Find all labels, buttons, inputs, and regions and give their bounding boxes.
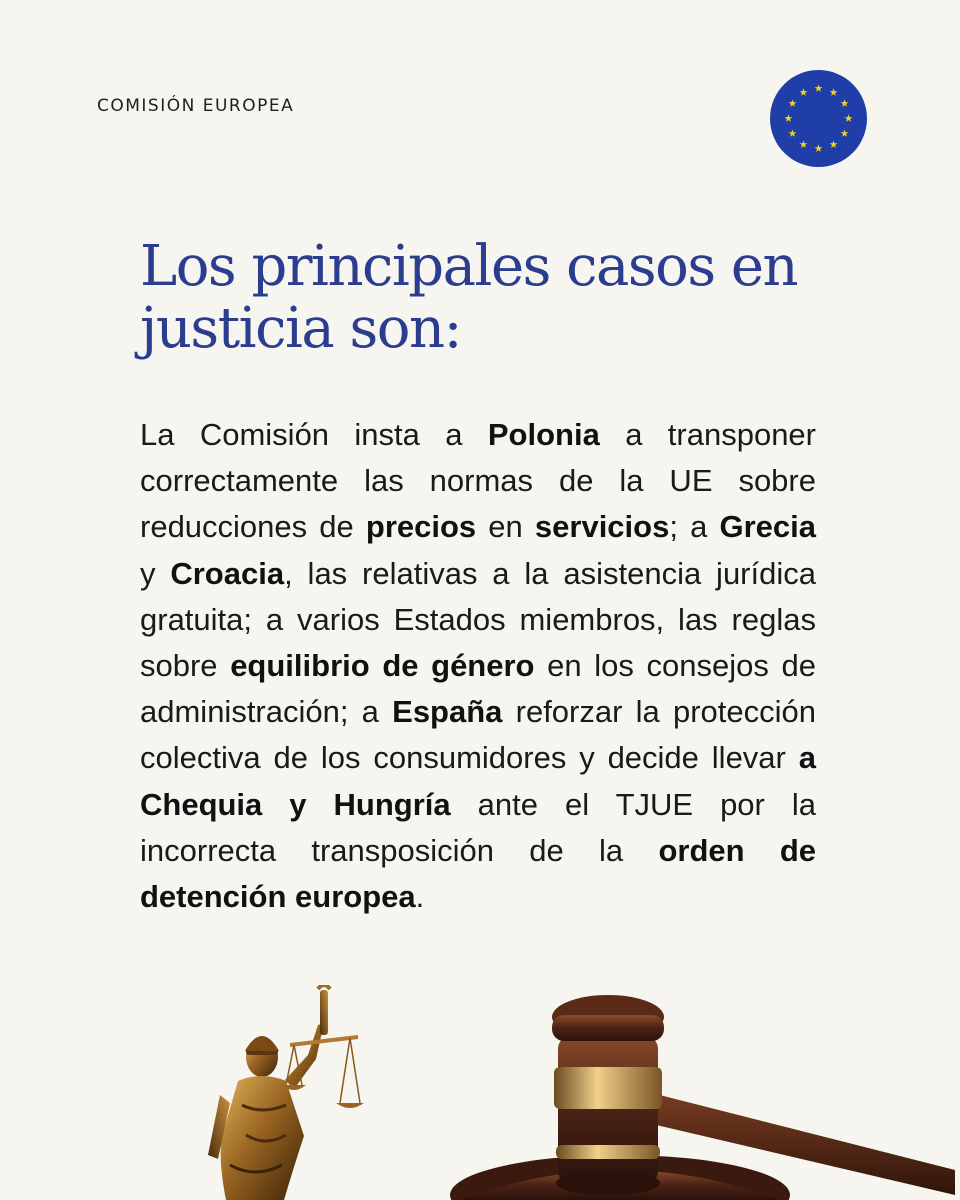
highlight-precios: precios [365, 509, 477, 545]
title-line-2: justicia son: [140, 296, 461, 361]
highlight-grecia: Grecia [719, 509, 816, 545]
highlight-chequia-hungria: a Chequia y Hungría [140, 740, 816, 822]
body-text: . [415, 879, 425, 915]
organization-label: COMISIÓN EUROPEA [97, 96, 295, 116]
body-text: ante el TJUE por la incorrecta transposición de la [140, 786, 816, 868]
highlight-croacia: Croacia [170, 555, 285, 591]
lady-justice-statue [190, 985, 390, 1200]
eu-flag-icon [770, 70, 867, 167]
body-text: La Comisión insta a [140, 417, 488, 452]
body-text: en los consejos de administración; a [140, 648, 816, 730]
highlight-servicios: servicios [534, 509, 670, 545]
highlight-espana: España [392, 694, 503, 730]
highlight-polonia: Polonia [487, 417, 600, 452]
body-text: reforzar la protección colectiva de los consumidores y decide llevar [140, 694, 816, 776]
highlight-equilibrio-genero: equilibrio de género [230, 648, 535, 684]
page-title [140, 236, 840, 360]
body-text: en [476, 509, 535, 545]
body-text: ; a [669, 509, 720, 545]
body-text: a transponer correctamente las normas de la UE sobre reducciones de [140, 417, 816, 545]
judge-gavel [440, 995, 960, 1200]
title-line-1: Los principales casos en [140, 234, 798, 299]
body-text: y [140, 555, 171, 591]
highlight-orden-detencion: orden de detención europea [140, 832, 816, 915]
body-paragraph [140, 412, 816, 920]
body-text: , las relativas a la asistencia jurídica gratuita; a varios Estados miembros, las reglas sobre [140, 555, 816, 684]
